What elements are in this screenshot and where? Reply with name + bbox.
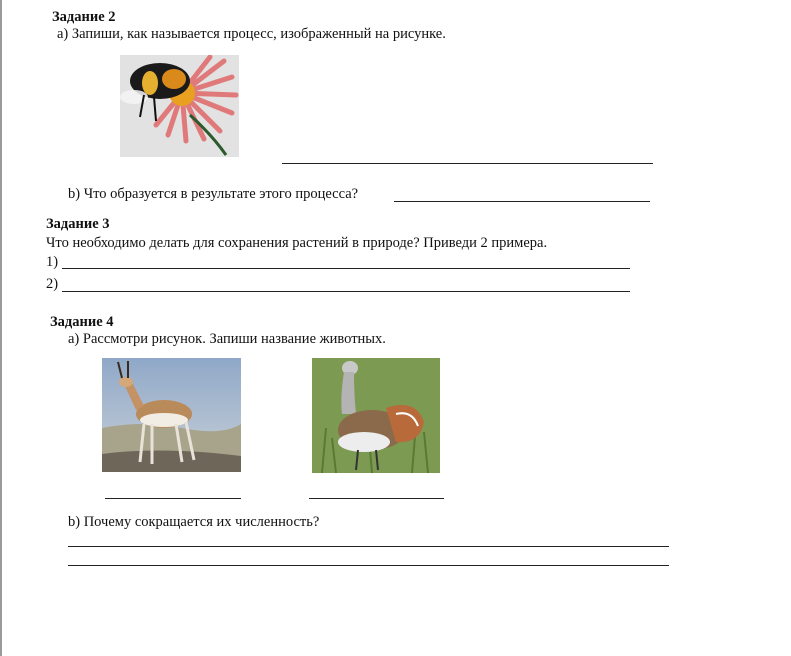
answer-line-process[interactable] (282, 163, 653, 164)
task2-question-b: b) Что образуется в результате этого процесса? (68, 186, 359, 202)
task4-title: Задание 4 (50, 314, 114, 330)
task3-item2-label: 2) (46, 276, 59, 292)
bustard-image (312, 358, 440, 473)
answer-line-result[interactable] (394, 201, 650, 202)
task3-question: Что необходимо делать для сохранения растений в природе? Приведи 2 примера. (46, 235, 548, 251)
answer-line-reason-2[interactable] (68, 565, 669, 566)
task3-title: Задание 3 (46, 216, 110, 232)
task2-title: Задание 2 (52, 9, 116, 25)
answer-line-example-2[interactable] (62, 291, 630, 292)
answer-line-animal-2[interactable] (309, 498, 444, 499)
answer-line-animal-1[interactable] (105, 498, 241, 499)
answer-line-example-1[interactable] (62, 268, 630, 269)
task3-item1-label: 1) (46, 254, 59, 270)
task4-question-b: b) Почему сокращается их численность? (68, 514, 320, 530)
bee-on-flower-image (120, 55, 239, 157)
task2-question-a: a) Запиши, как называется процесс, изображенный на рисунке. (57, 26, 446, 42)
page-left-edge (0, 0, 2, 656)
answer-line-reason-1[interactable] (68, 546, 669, 547)
gazelle-image (102, 358, 241, 472)
task4-question-a: a) Рассмотри рисунок. Запиши название животных. (68, 331, 386, 347)
